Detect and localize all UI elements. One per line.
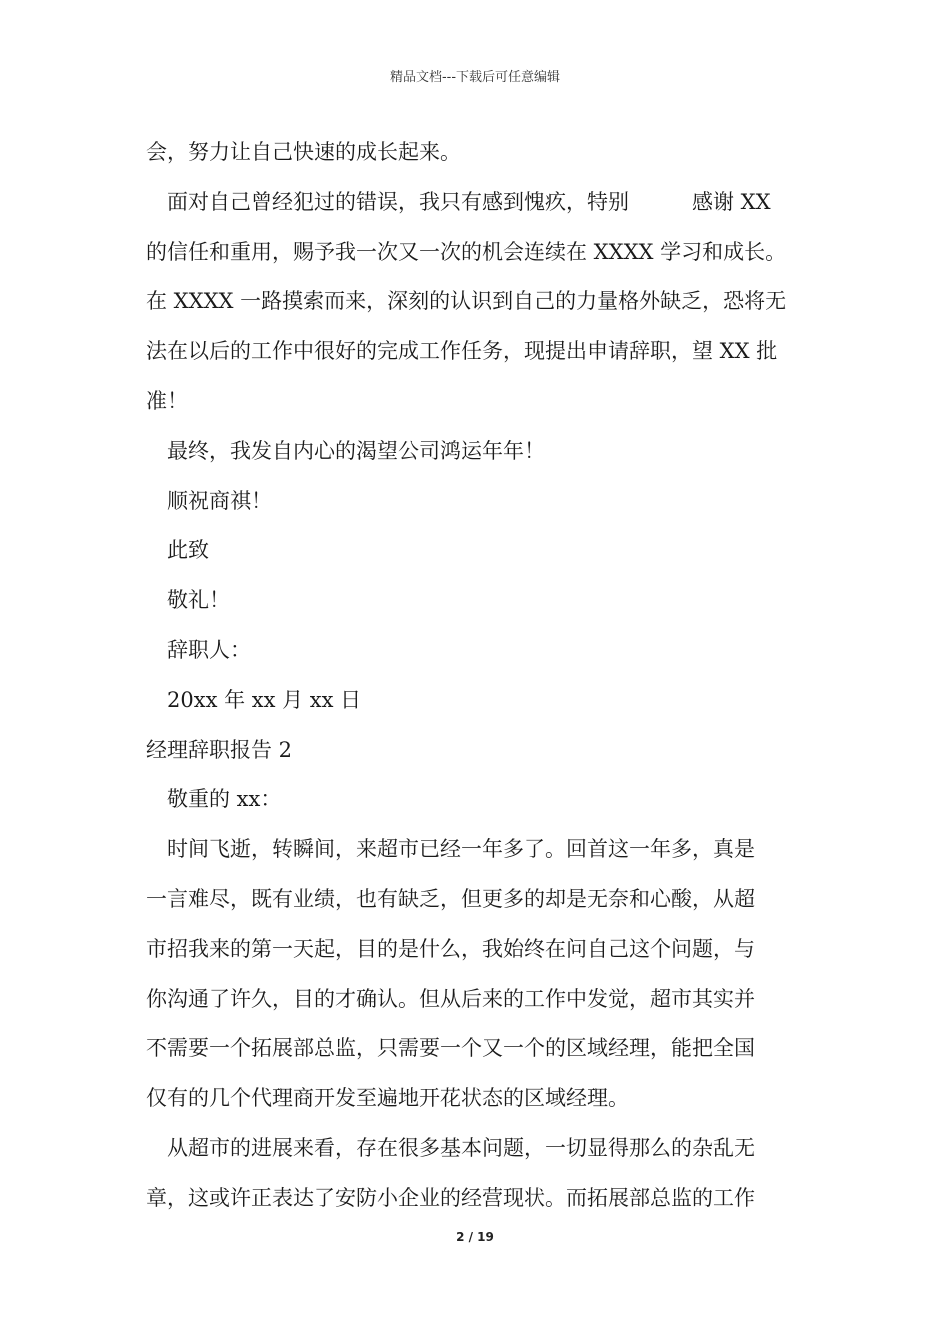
text-line: 准！ bbox=[146, 388, 188, 413]
text-line: 敬礼！ bbox=[167, 588, 230, 613]
text-line: 最终，我发自内心的渴望公司鸿运年年！ bbox=[167, 438, 545, 463]
text-line: 敬重的 xx： bbox=[167, 787, 282, 812]
text-line: 面对自己曾经犯过的错误，我只有感到愧疚，特别 感谢 XX bbox=[167, 189, 771, 214]
page-number: 2 / 19 bbox=[456, 1230, 494, 1244]
text-line: 市招我来的第一天起，目的是什么，我始终在问自己这个问题，与 bbox=[146, 936, 755, 961]
document-body bbox=[146, 128, 806, 1224]
text-line: 会，努力让自己快速的成长起来。 bbox=[146, 140, 461, 164]
running-header: 精品文档---下载后可任意编辑 bbox=[389, 70, 561, 85]
text-line: 一言难尽，既有业绩，也有缺乏，但更多的却是无奈和心酸，从超 bbox=[146, 886, 755, 911]
text-line: 在 XXXX 一路摸索而来，深刻的认识到自己的力量格外缺乏，恐将无 bbox=[146, 289, 787, 314]
text-line: 法在以后的工作中很好的完成工作任务，现提出申请辞职，望 XX 批 bbox=[146, 339, 778, 364]
text-line: 你沟通了许久，目的才确认。但从后来的工作中发觉，超市其实并 bbox=[146, 986, 755, 1011]
text-line: 的信任和重用，赐予我一次又一次的机会连续在 XXXX 学习和成长。 bbox=[146, 239, 787, 264]
text-line: 此致 bbox=[167, 538, 209, 563]
text-line: 不需要一个拓展部总监，只需要一个又一个的区域经理，能把全国 bbox=[146, 1036, 755, 1061]
text-line: 经理辞职报告 2 bbox=[146, 737, 293, 762]
text-line: 顺祝商祺！ bbox=[167, 488, 272, 513]
text-line: 辞职人： bbox=[167, 637, 251, 662]
text-line: 时间飞逝，转瞬间，来超市已经一年多了。回首这一年多，真是 bbox=[167, 837, 755, 862]
text-line: 仅有的几个代理商开发至遍地开花状态的区域经理。 bbox=[146, 1086, 629, 1111]
text-line: 从超市的进展来看，存在很多基本问题，一切显得那么的杂乱无 bbox=[167, 1135, 755, 1160]
text-line: 章，这或许正表达了安防小企业的经营现状。而拓展部总监的工作 bbox=[146, 1185, 755, 1210]
text-line: 20xx 年 xx 月 xx 日 bbox=[167, 687, 362, 712]
